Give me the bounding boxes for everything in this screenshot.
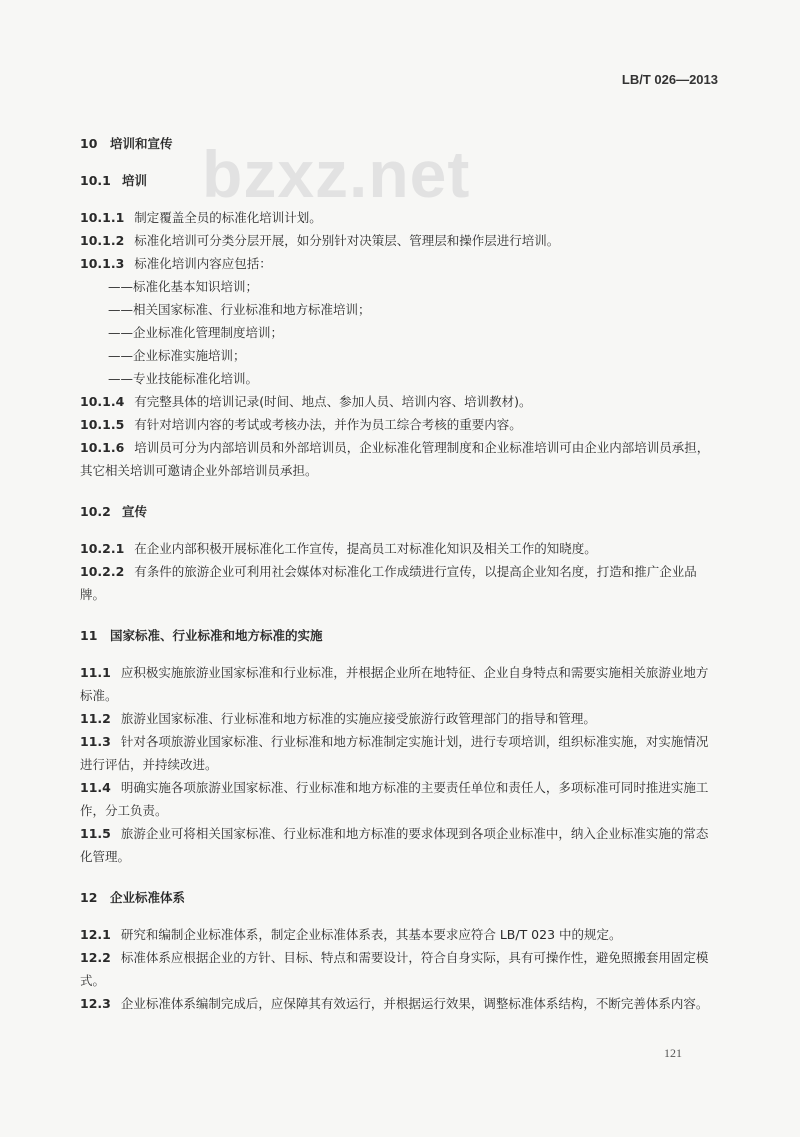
section-title: 企业标准体系 — [110, 890, 186, 905]
clause-number: 10.2.1 — [80, 541, 125, 556]
clause-11-3 — [80, 730, 720, 776]
document-body — [80, 132, 720, 1015]
clause-text: 研究和编制企业标准体系，制定企业标准体系表，其基本要求应符合 LB/T 023 中的规定。 — [120, 927, 622, 942]
clause-10-1-1 — [80, 206, 720, 229]
section-12-heading — [80, 886, 720, 909]
clause-12-3 — [80, 992, 720, 1015]
clause-number: 10.2.2 — [80, 564, 125, 579]
clause-text: 旅游业国家标准、行业标准和地方标准的实施应接受旅游行政管理部门的指导和管理。 — [120, 711, 596, 726]
section-title: 国家标准、行业标准和地方标准的实施 — [110, 628, 323, 643]
clause-number: 12.1 — [80, 927, 111, 942]
section-number: 10.2 — [80, 504, 111, 519]
clause-10-1-4 — [80, 390, 720, 413]
clause-10-1-5 — [80, 413, 720, 436]
clause-text: 企业标准体系编制完成后，应保障其有效运行，并根据运行效果，调整标准体系结构，不断完善体系内容。 — [120, 996, 709, 1011]
clause-text: 制定覆盖全员的标准化培训计划。 — [134, 210, 322, 225]
page-number: 121 — [664, 1046, 682, 1060]
clause-text: 明确实施各项旅游业国家标准、行业标准和地方标准的主要责任单位和责任人，多项标准可同时推进实施工作，分工负责。 — [80, 780, 709, 818]
section-10-heading — [80, 132, 720, 155]
clause-text: 有完整具体的培训记录(时间、地点、参加人员、培训内容、培训教材)。 — [134, 394, 532, 409]
clause-number: 11.1 — [80, 665, 111, 680]
clause-10-1-3 — [80, 252, 720, 275]
section-number: 11 — [80, 628, 98, 643]
clause-number: 11.5 — [80, 826, 111, 841]
clause-text: 标准体系应根据企业的方针、目标、特点和需要设计，符合自身实际，具有可操作性，避免照搬套用固定模式。 — [80, 950, 709, 988]
clause-10-2-1 — [80, 537, 720, 560]
clause-number: 11.2 — [80, 711, 111, 726]
clause-text: 培训员可分为内部培训员和外部培训员，企业标准化管理制度和企业标准培训可由企业内部培训员承担，其它相关培训可邀请企业外部培训员承担。 — [80, 440, 710, 478]
section-10-2-heading — [80, 500, 720, 523]
clause-number: 10.1.1 — [80, 210, 125, 225]
clause-text: 有针对培训内容的考试或考核办法，并作为员工综合考核的重要内容。 — [134, 417, 522, 432]
clause-12-1 — [80, 923, 720, 946]
clause-number: 10.1.5 — [80, 417, 125, 432]
list-item: ——企业标准实施培训； — [108, 348, 246, 363]
section-title: 培训 — [122, 173, 148, 188]
list-item: ——专业技能标准化培训。 — [108, 371, 259, 386]
clause-text: 标准化培训可分类分层开展，如分别针对决策层、管理层和操作层进行培训。 — [134, 233, 560, 248]
clause-11-5 — [80, 822, 720, 868]
document-code: LB/T 026—2013 — [621, 72, 718, 87]
clause-number: 10.1.3 — [80, 256, 125, 271]
clause-11-1 — [80, 661, 720, 707]
clause-text: 应积极实施旅游业国家标准和行业标准，并根据企业所在地特征、企业自身特点和需要实施相关旅游业地方标准。 — [80, 665, 709, 703]
section-10-1-heading — [80, 169, 720, 192]
clause-number: 10.1.4 — [80, 394, 125, 409]
section-11-heading — [80, 624, 720, 647]
section-number: 12 — [80, 890, 98, 905]
clause-text: 标准化培训内容应包括： — [134, 256, 272, 271]
clause-number: 10.1.2 — [80, 233, 125, 248]
list-item: ——标准化基本知识培训； — [108, 279, 259, 294]
clause-number: 12.2 — [80, 950, 111, 965]
section-number: 10 — [80, 136, 98, 151]
clause-10-1-2 — [80, 229, 720, 252]
list-item: ——相关国家标准、行业标准和地方标准培训； — [108, 302, 371, 317]
section-number: 10.1 — [80, 173, 111, 188]
clause-11-2 — [80, 707, 720, 730]
section-title: 宣传 — [122, 504, 148, 519]
clause-number: 12.3 — [80, 996, 111, 1011]
clause-10-2-2 — [80, 560, 720, 606]
clause-number: 11.4 — [80, 780, 111, 795]
clause-12-2 — [80, 946, 720, 992]
clause-number: 10.1.6 — [80, 440, 125, 455]
section-title: 培训和宣传 — [110, 136, 173, 151]
clause-10-1-6 — [80, 436, 720, 482]
clause-11-4 — [80, 776, 720, 822]
clause-number: 11.3 — [80, 734, 111, 749]
clause-text: 有条件的旅游企业可利用社会媒体对标准化工作成绩进行宣传，以提高企业知名度，打造和推广企业品牌。 — [80, 564, 697, 602]
watermark: bzxz.net — [202, 137, 471, 211]
clause-text: 旅游企业可将相关国家标准、行业标准和地方标准的要求体现到各项企业标准中，纳入企业标准实施的常态化管理。 — [80, 826, 709, 864]
clause-text: 在企业内部积极开展标准化工作宣传，提高员工对标准化知识及相关工作的知晓度。 — [134, 541, 597, 556]
clause-text: 针对各项旅游业国家标准、行业标准和地方标准制定实施计划，进行专项培训，组织标准实施，对实施情况进行评估，并持续改进。 — [80, 734, 709, 772]
list-item: ——企业标准化管理制度培训； — [108, 325, 284, 340]
